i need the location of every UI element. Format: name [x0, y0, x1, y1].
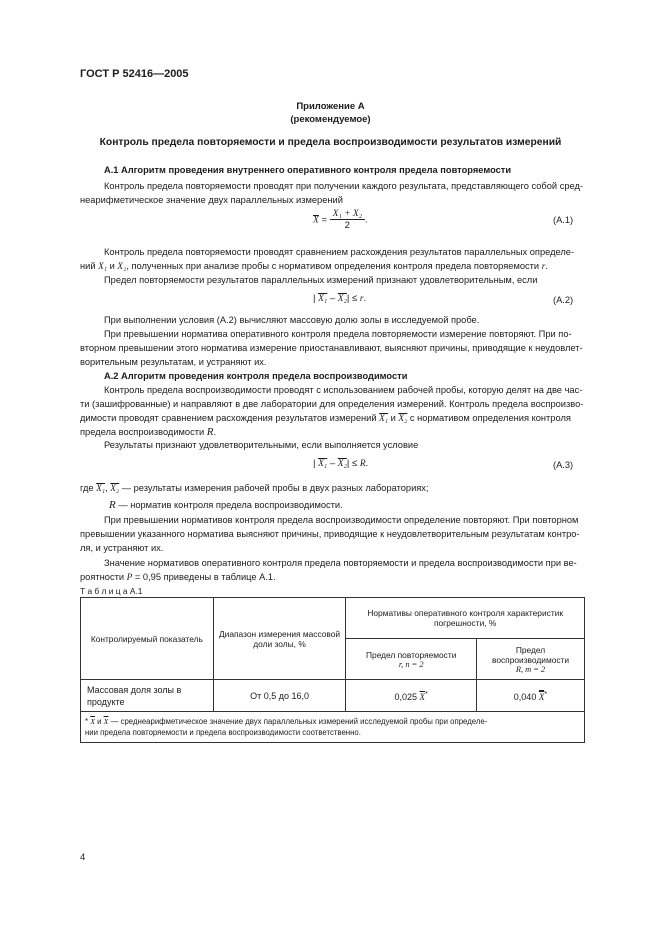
section-a2-heading: А.2 Алгоритм проведения контроля предела воспроизводимости	[104, 371, 408, 381]
a2-paragraph-1-line-3	[80, 411, 571, 426]
r-symbol: $\overline{X}$	[419, 692, 426, 702]
appendix-heading: Контроль предела повторяемости и предела воспроизводимости результатов измерений	[99, 137, 562, 148]
eq2-r: r	[359, 294, 364, 304]
a1-paragraph-5-line-3: ворительным результатам, и устраняют их.	[80, 357, 267, 367]
eq3-x2: X₂	[337, 459, 347, 469]
a2-paragraph-1-line-4	[80, 425, 216, 439]
eq1-denominator: 2	[344, 220, 350, 231]
eq1-numerator: X₁ + X₂	[330, 209, 365, 220]
a2-paragraph-3-line-2: превышении указанного норматива выясняют причины, приводящие к неудовлетворительным результатам контро-	[80, 529, 580, 539]
a2-paragraph-4-line-2	[80, 570, 276, 585]
equation-a1-number: (А.1)	[553, 215, 574, 225]
eq2-left-bar: |	[313, 293, 319, 304]
r-star: *	[425, 689, 428, 698]
a1-paragraph-1-line-1: Контроль предела повторяемости проводят при получении каждого результата, представляющего собой сред-	[104, 181, 583, 191]
a2-paragraph-2: Результаты признают удовлетворительными, если выполняется условие	[104, 440, 419, 450]
cell-range: От 0,5 до 16,0	[213, 680, 346, 712]
a2-p1-x1: X₁	[379, 414, 389, 424]
a1-paragraph-5-line-2: вторном превышении этого норматива измерение приостанавливают, выясняют причины, приводящие к неудовлет-	[80, 343, 583, 353]
eq2-minus: –	[327, 293, 338, 304]
appendix-subtitle: (рекомендуемое)	[290, 114, 371, 125]
where-text-b: — результаты измерения рабочей пробы в двух разных лабораториях;	[119, 483, 429, 493]
eq3-x1: X₁	[318, 459, 328, 469]
table-caption: Т а б л и ц а А.1	[80, 586, 143, 596]
R-star: *	[544, 689, 548, 698]
a2-p4-P: P	[126, 573, 133, 583]
footnote-line-1	[85, 716, 580, 727]
where-comma: ,	[105, 483, 111, 493]
a1-paragraph-2-line-2	[80, 259, 548, 274]
where-x2: X₂	[110, 484, 120, 494]
a2-p1-dot: .	[213, 427, 217, 437]
R-symbol: $\overline{X}$	[538, 692, 545, 702]
header-reproducibility	[477, 639, 585, 680]
header-reproducibility-label: Предел воспроизводимости	[491, 644, 570, 665]
eq1-period: .	[365, 214, 368, 226]
where-clause-2	[109, 498, 343, 512]
a1-p2-r: r	[541, 262, 546, 272]
a1-paragraph-5-line-1: При превышении норматива оперативного контроля предела повторяемости измерение повторяют. При по-	[104, 329, 572, 339]
a1-paragraph-4: При выполнении условия (А.2) вычисляют массовую долю золы в исследуемой пробе.	[104, 315, 480, 325]
eq1-mean: $\overline{X}$	[313, 215, 319, 226]
equation-a2-number: (А.2)	[553, 295, 574, 305]
document-id: ГОСТ Р 52416—2005	[80, 68, 189, 80]
eq3-left-bar: |	[313, 458, 319, 469]
a1-paragraph-1-line-2: неарифметическое значение двух параллельных измерений	[80, 195, 343, 205]
equation-a3	[313, 458, 368, 469]
header-range: Диапазон измерения массовой доли золы, %	[213, 598, 346, 680]
a2-p1-R: R	[206, 426, 214, 438]
eq3-dot: .	[365, 458, 369, 469]
header-repeatability	[346, 639, 477, 680]
a1-p2-text-a: ний	[80, 261, 99, 271]
cell-reproducibility-value	[477, 680, 585, 712]
footnote-and: и	[94, 717, 104, 726]
page-number: 4	[80, 852, 86, 863]
footnote-star: *	[85, 717, 91, 726]
appendix-title: Приложение А	[296, 101, 365, 112]
footnote-xx: $\overline{X}$	[103, 717, 109, 726]
footnote-line-2: нии предела повторяемости и предела воспроизводимости соответственно.	[85, 728, 361, 737]
a2-paragraph-3-line-3: ля, и устраняют их.	[80, 543, 164, 553]
header-norms-group: Нормативы оперативного контроля характеристик погрешности, %	[346, 598, 585, 639]
norms-table	[80, 597, 585, 743]
equation-a3-number: (А.3)	[553, 460, 574, 470]
where-x1: X₁	[96, 484, 106, 494]
a1-p2-x1: X₁	[98, 262, 108, 272]
a2-p1-text-b: с нормативом определения контроля	[407, 413, 571, 423]
header-repeatability-label: Предел повторяемости	[366, 649, 457, 660]
R-value: 0,040	[513, 692, 537, 702]
table-footnote	[81, 712, 585, 743]
header-repeatability-params: r, n = 2	[398, 659, 424, 669]
header-indicator: Контролируемый показатель	[81, 598, 214, 680]
where-text-a: где	[80, 483, 97, 493]
a1-p2-text-b: , полученных при анализе пробы с нормативом определения контроля предела повторяемости	[126, 261, 542, 271]
section-a1-heading: А.1 Алгоритм проведения внутреннего оперативного контроля предела повторяемости	[104, 165, 512, 175]
eq2-dot: .	[363, 293, 367, 304]
a2-paragraph-4-line-1: Значение нормативов оперативного контроля предела повторяемости и предела воспроизводимости при ве-	[104, 558, 577, 568]
eq3-R: R	[359, 459, 366, 469]
eq3-minus: –	[327, 458, 338, 469]
footnote-text-1: — среднеарифметическое значение двух параллельных измерений исследуемой пробы при определе-	[108, 717, 488, 726]
a1-p2-x2: X₂	[117, 262, 127, 272]
a1-p2-dot: .	[545, 261, 548, 271]
r-value: 0,025	[394, 692, 417, 702]
a2-p1-x2: X₂	[398, 414, 408, 424]
table-row	[81, 680, 585, 712]
footnote-x: $\overline{X}$	[90, 717, 95, 726]
where2-text: — норматив контроля предела воспроизводимости.	[115, 500, 343, 510]
header-reproducibility-params: R, m = 2	[515, 664, 546, 674]
a2-p4-text-b: = 0,95 приведены в таблице А.1.	[132, 572, 276, 582]
a1-paragraph-3: Предел повторяемости результатов параллельных измерений признают удовлетворительным, если	[104, 275, 538, 285]
where2-R: R	[109, 499, 116, 511]
cell-repeatability-value	[346, 680, 477, 712]
equation-a2	[313, 293, 366, 304]
equation-a1	[313, 209, 368, 231]
eq1-fraction	[330, 209, 365, 231]
a2-p4-text-a: роятности	[80, 572, 127, 582]
a1-paragraph-2-line-1: Контроль предела повторяемости проводят сравнением расхождения результатов параллельных определе-	[104, 247, 575, 257]
a2-paragraph-3-line-1: При превышении нормативов контроля предела воспроизводимости определение повторяют. При повторном	[104, 515, 579, 525]
a2-p1-text-c: предела воспроизводимости	[80, 427, 207, 437]
cell-indicator: Массовая доля золы в продукте	[81, 680, 214, 712]
where-clause-1	[80, 481, 429, 496]
eq3-right-bar: | ≤	[346, 458, 360, 469]
a2-paragraph-1-line-1: Контроль предела воспроизводимости проводят с использованием рабочей пробы, которую делят на две час-	[104, 385, 583, 395]
a2-paragraph-1-line-2: ти (зашифрованные) и направляют в две лаборатории для определения измерений. Контроль предела воспроизво-	[80, 399, 584, 409]
a2-p1-text-a: димости проводят сравнением расхождения результатов измерений	[80, 413, 380, 423]
a2-p1-and: и	[388, 413, 399, 423]
eq1-equals: =	[318, 214, 330, 226]
eq2-x1: X₁	[318, 294, 328, 304]
eq2-x2: X₂	[337, 294, 347, 304]
a1-p2-and: и	[107, 261, 118, 271]
eq2-right-bar: | ≤	[346, 293, 360, 304]
